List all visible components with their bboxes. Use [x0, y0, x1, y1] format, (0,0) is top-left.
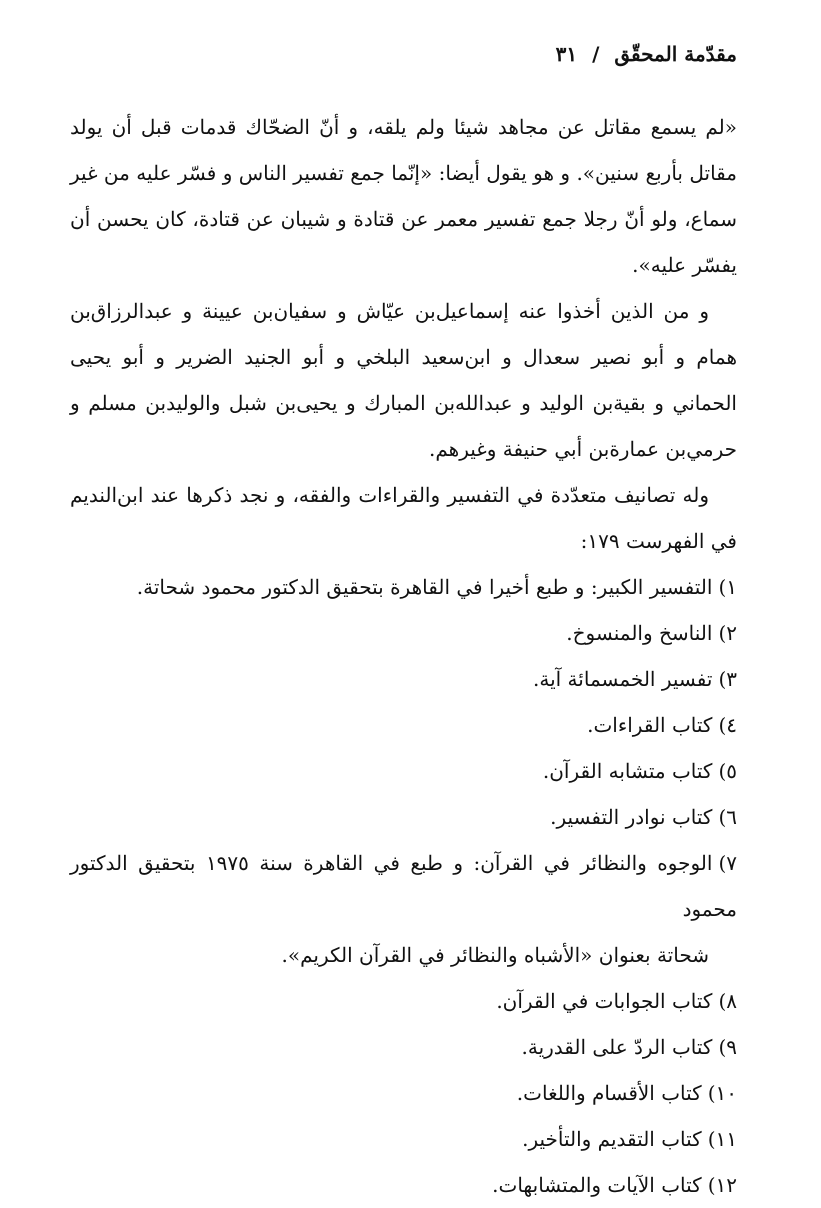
list-item-number: ١)	[718, 575, 737, 599]
list-item-text: كتاب نوادر التفسير.	[550, 805, 713, 829]
header-separator: /	[592, 42, 600, 66]
list-item	[70, 656, 737, 702]
list-item	[70, 978, 737, 1024]
list-item	[70, 1162, 737, 1208]
list-item	[70, 1070, 737, 1116]
header-title: مقدّمة المحقّق	[614, 42, 737, 66]
list-item-text: كتاب التقديم والتأخير.	[522, 1127, 702, 1151]
works-list	[70, 564, 737, 1208]
page-number: ٣١	[555, 42, 578, 66]
paragraph-works-intro: وله تصانيف متعدّدة في التفسير والقراءات والفقه، و نجد ذكرها عند ابن‌النديم في الفهرست ١٧٩:	[70, 483, 737, 553]
list-item	[70, 1024, 737, 1070]
list-item-text: كتاب الجوابات في القرآن.	[496, 989, 713, 1013]
list-item-number: ١١)	[707, 1127, 737, 1151]
list-item-number: ٨)	[718, 989, 737, 1013]
paragraph-quote: «لم يسمع مقاتل عن مجاهد شيئا ولم يلقه، و أنّ الضحّاك قدمات قبل أن يولد مقاتل بأربع سنين». و هو يقول أيضا: «إنّما جمع تفسير الناس و فسّر عليه من غير سماع، ولو أنّ رجلا جمع تفسير معمر عن قتادة و شيبان عن قتادة، كان يحسن أن يفسّر عليه».	[70, 115, 737, 277]
list-item	[70, 1116, 737, 1162]
list-item-text: كتاب القراءات.	[587, 713, 713, 737]
list-item-text: كتاب الأقسام واللغات.	[516, 1081, 702, 1105]
list-item-number: ٣)	[718, 667, 737, 691]
list-item-number: ٢)	[718, 621, 737, 645]
list-item-text: الناسخ والمنسوخ.	[566, 621, 713, 645]
list-item	[70, 748, 737, 794]
list-item	[70, 794, 737, 840]
list-item-number: ٩)	[718, 1035, 737, 1059]
list-item-text: كتاب الردّ على القدرية.	[521, 1035, 713, 1059]
list-item-continuation: شحاتة بعنوان «الأشباه والنظائر في القرآن الكريم».	[281, 943, 709, 967]
list-item-number: ١٠)	[707, 1081, 737, 1105]
list-item-number: ٤)	[718, 713, 737, 737]
list-item	[70, 564, 737, 610]
list-item-text: كتاب متشابه القرآن.	[542, 759, 713, 783]
list-item-number: ٦)	[718, 805, 737, 829]
list-item-text: كتاب الآيات والمتشابهات.	[492, 1173, 702, 1197]
paragraph-students: و من الذين أخذوا عنه إسماعيل‌بن عيّاش و سفيان‌بن عيينة و عبدالرزاق‌بن همام و أبو نصير سعدال و ابن‌سعيد البلخي و أبو الجنيد الضرير و أبو يحيى الحماني و بقية‌بن الوليد و عبدالله‌بن المبارك و يحيى‌بن شبل والوليدبن مسلم و حرمي‌بن عمارة‌بن أبي حنيفة وغيرهم.	[70, 299, 737, 461]
list-item-number: ٧)	[718, 851, 737, 875]
list-item	[70, 610, 737, 656]
running-header	[70, 40, 737, 68]
list-item	[70, 840, 737, 978]
list-item-text: التفسير الكبير: و طبع أخيرا في القاهرة بتحقيق الدكتور محمود شحاتة.	[136, 575, 713, 599]
list-item-number: ٥)	[718, 759, 737, 783]
list-item-text: الوجوه والنظائر في القرآن: و طبع في القاهرة سنة ١٩٧٥ بتحقيق الدكتور محمود	[70, 851, 737, 921]
list-item	[70, 702, 737, 748]
list-item-number: ١٢)	[707, 1173, 737, 1197]
list-item-text: تفسير الخمسمائة آية.	[533, 667, 713, 691]
